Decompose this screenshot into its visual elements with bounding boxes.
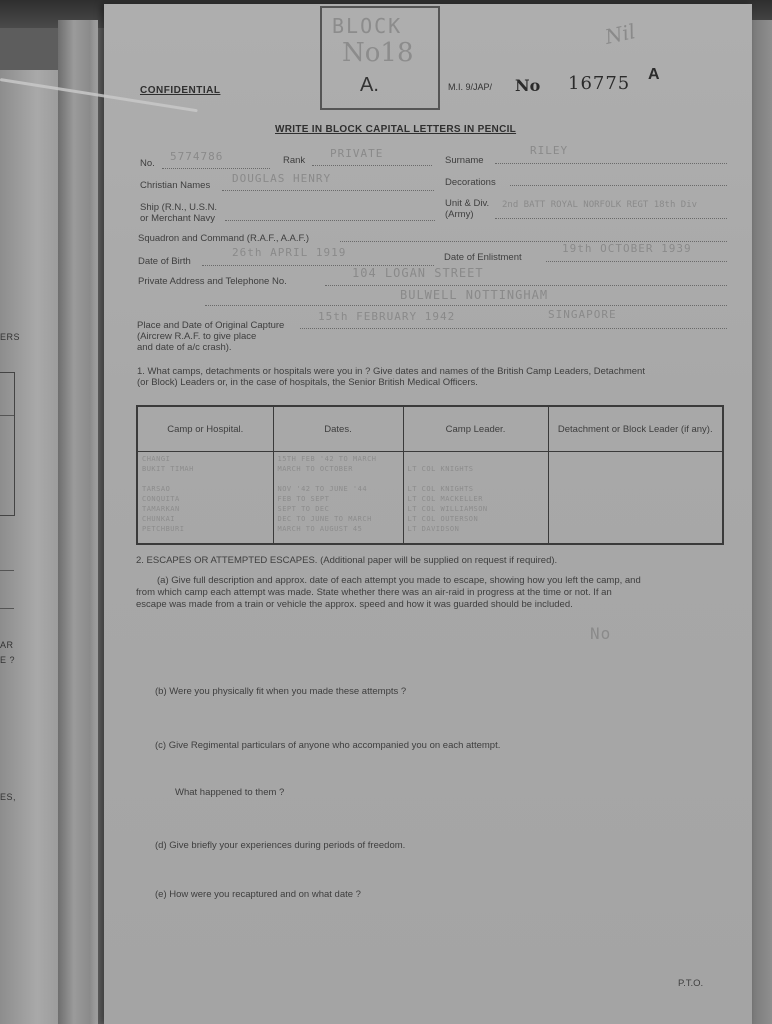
question-2b: (b) Were you physically fit when you made these attempts ? [155,686,407,697]
capture-label-2: (Aircrew R.A.F. to give place [137,331,257,342]
table-header: Camp or Hospital. [137,406,273,452]
leader-entry: LT COL WILLIAMSON [407,505,488,513]
sheet-fragment-box [0,372,15,516]
stamp-line: No18 [342,38,414,68]
question-2c: (c) Give Regimental particulars of anyone who accompanied you on each attempt. [155,740,501,751]
instruction-heading: WRITE IN BLOCK CAPITAL LETTERS IN PENCIL [275,124,517,135]
no-label: No. [140,158,155,169]
question-1-text: 1. What camps, detachments or hospitals were you in ? Give dates and names of the British Camp Leaders, Detachment [137,366,645,377]
question-2e: (e) How were you recaptured and on what date ? [155,889,361,900]
handwritten-note: Nil [602,19,638,49]
camp-entry: CONQUITA [142,495,180,503]
address-line-1: 104 LOGAN STREET [352,266,484,280]
ship-label: Ship (R.N., U.S.N. [140,202,218,213]
detachment-cell [548,452,723,545]
unit-label: Unit & Div. [445,198,490,209]
answer-2a: No [590,624,612,643]
question-2a-text-3: escape was made from a train or vehicle the approx. speed and how it was guarded should be included. [136,599,573,610]
reference-code: M.I. 9/JAP/ [448,82,493,92]
block-stamp [320,6,440,110]
form-number: 16775 [568,73,631,94]
date-entry: DEC TO JUNE TO MARCH [277,515,372,523]
unit-label-2: (Army) [445,209,474,220]
date-entry: FEB TO SEPT [277,495,330,503]
address-label: Private Address and Telephone No. [138,276,287,287]
folder-edge [752,20,772,1024]
camp-entry: TAMARKAN [142,505,180,513]
question-2a-text-2: from which camp each attempt was made. State whether there was an air-raid in progress at the time or not. If an [136,587,612,598]
stamp-line: A. [360,74,379,96]
ship-label-2: or Merchant Navy [140,213,215,224]
christian-names-value: DOUGLAS HENRY [232,172,332,185]
leader-entry: LT DAVIDSON [407,525,460,533]
table-header: Camp Leader. [403,406,548,452]
unit-value: 2nd BATT ROYAL NORFOLK REGT 18th Div [502,200,698,210]
camp-entry [142,474,269,484]
folder-spine [58,20,98,1024]
capture-label-3: and date of a/c crash). [137,342,232,353]
question-1-text-2: (or Block) Leaders or, in the case of hospitals, the Senior British Medical Officers. [137,377,478,388]
leader-entry: LT COL OUTERSON [407,515,479,523]
leader-entry: LT COL KNIGHTS [407,485,474,493]
date-entry [278,474,399,484]
stamp-line: BLOCK [332,14,403,38]
leader-entry [408,474,544,484]
dates-cell [273,452,403,545]
date-entry: MARCH TO OCTOBER [277,465,353,473]
christian-names-label: Christian Names [140,180,211,191]
divider [0,608,14,609]
address-line-2: BULWELL NOTTINGHAM [400,288,549,302]
camps-table [136,405,724,545]
pto-label: P.T.O. [678,978,704,989]
capture-place: SINGAPORE [548,308,617,321]
form-suffix: A [648,66,660,83]
confidential-label: CONFIDENTIAL [140,85,221,96]
sheet-fragment-text: ERS [0,332,21,342]
enlistment-label: Date of Enlistment [444,252,522,263]
camp-entry: BUKIT TIMAH [142,465,194,473]
divider [0,570,14,571]
dob-value: 26th APRIL 1919 [232,246,347,259]
dob-label: Date of Birth [138,256,191,267]
date-entry: SEPT TO DEC [277,505,330,513]
date-entry: NOV '42 TO JUNE '44 [277,485,368,493]
leader-entry: LT COL MACKELLER [407,495,483,503]
question-2a-text: (a) Give full description and approx. date of each attempt you made to escape, showing how you left the camp, and [157,575,641,586]
underlying-sheet [0,70,62,1024]
leader-cell [403,452,548,545]
capture-date: 15th FEBRUARY 1942 [318,310,456,323]
number-label: No [515,76,541,95]
leader-entry: LT COL KNIGHTS [407,465,474,473]
table-header: Detachment or Block Leader (if any). [548,406,723,452]
date-entry: 15TH FEB '42 TO MARCH [277,455,377,463]
sheet-fragment-text: E ? [0,655,16,665]
decorations-label: Decorations [445,177,496,188]
surname-value: RILEY [530,144,569,157]
question-2d: (d) Give briefly your experiences during periods of freedom. [155,840,406,851]
section-2-heading: 2. ESCAPES OR ATTEMPTED ESCAPES. (Additional paper will be supplied on request if required). [136,555,558,566]
sheet-fragment-text: AR [0,640,14,650]
sheet-fragment-text: ES, [0,792,17,802]
rank-value: PRIVATE [330,147,384,160]
camp-cell [137,452,273,545]
camp-entry: PETCHBURI [142,525,185,533]
camp-entry: CHUNKAI [142,515,176,523]
date-entry: MARCH TO AUGUST 45 [277,525,363,533]
question-2c-followup: What happened to them ? [175,787,285,798]
enlistment-value: 19th OCTOBER 1939 [562,242,692,255]
squadron-label: Squadron and Command (R.A.F., A.A.F.) [138,233,310,244]
surname-label: Surname [445,155,484,166]
divider [0,415,14,416]
camp-entry: CHANGI [142,455,171,463]
no-value: 5774786 [170,150,224,163]
table-header: Dates. [273,406,403,452]
leader-entry [408,454,544,464]
camp-entry: TARSAO [142,485,171,493]
capture-label: Place and Date of Original Capture [137,320,285,331]
rank-label: Rank [283,155,306,166]
